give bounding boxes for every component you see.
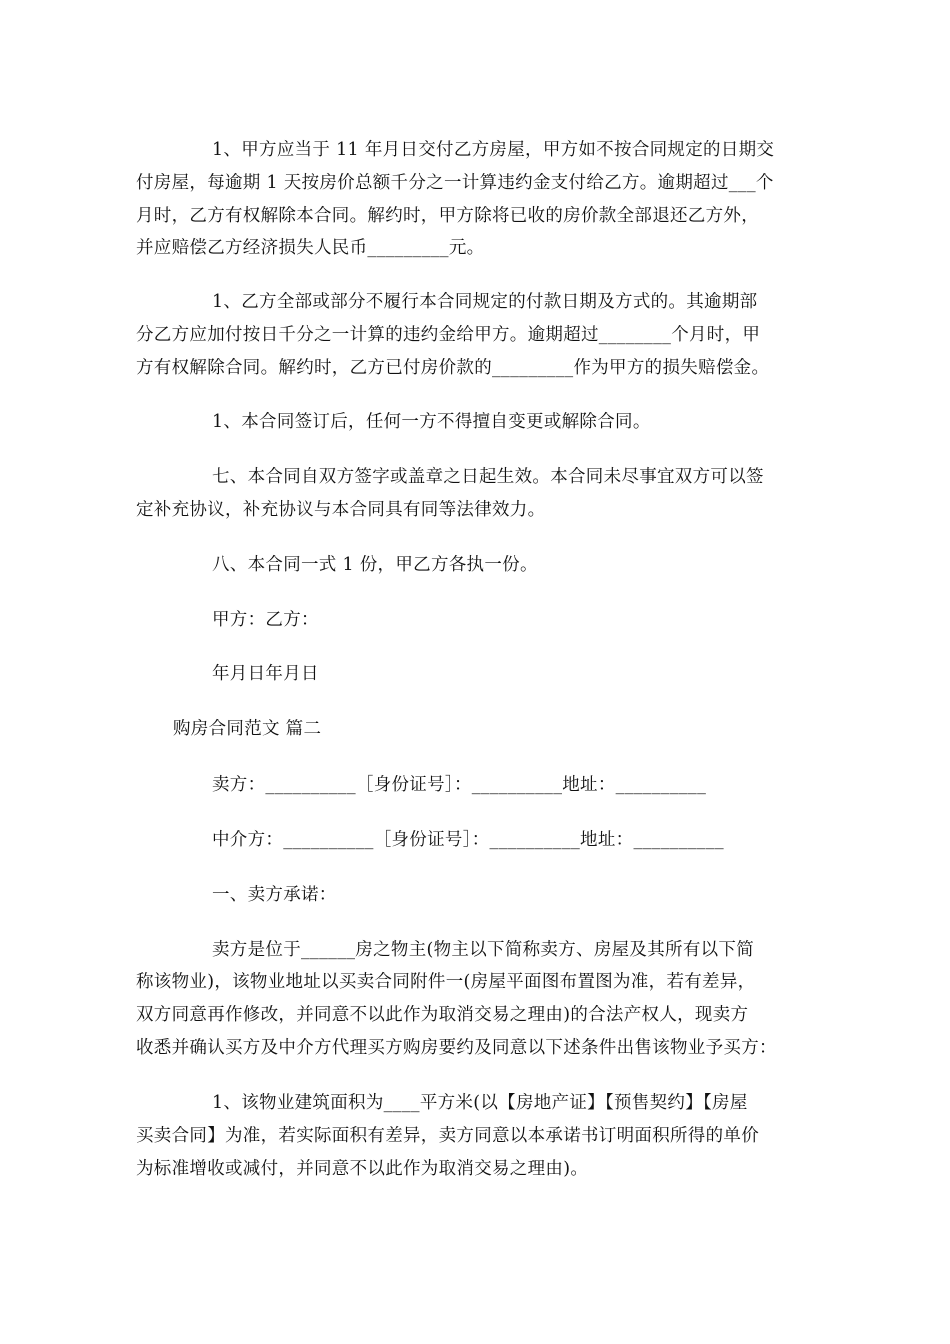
paragraph-8-line-1: 卖方是位于______房之物主(物主以下简称卖方、房屋及其所有以下简 — [212, 940, 755, 960]
paragraph-9-line-1: 1、该物业建筑面积为____平方米(以【房地产证】【预售契约】【房屋 — [212, 1093, 748, 1113]
paragraph-2-line-1: 1、乙方全部或部分不履行本合同规定的付款日期及方式的。其逾期部 — [212, 292, 758, 312]
section-1-title: 一、卖方承诺： — [212, 885, 337, 905]
paragraph-3: 1、本合同签订后，任何一方不得擅自变更或解除合同。 — [212, 412, 651, 432]
signature-dates: 年月日年月日 — [212, 664, 319, 684]
paragraph-1-line-3: 月时，乙方有权解除本合同。解约时，甲方除将已收的房价款全部退还乙方外， — [136, 206, 759, 226]
paragraph-8-line-3: 双方同意再作修改，并同意不以此作为取消交易之理由)的合法产权人，现卖方 — [136, 1005, 749, 1025]
paragraph-9-line-2: 买卖合同】为准，若实际面积有差异，卖方同意以本承诺书订明面积所得的单价 — [136, 1126, 759, 1146]
paragraph-4-line-2: 定补充协议，补充协议与本合同具有同等法律效力。 — [136, 500, 546, 520]
paragraph-8-line-2: 称该物业)，该物业地址以买卖合同附件一(房屋平面图布置图为准，若有差异， — [136, 972, 756, 992]
paragraph-1-line-4: 并应赔偿乙方经济损失人民币_________元。 — [136, 238, 485, 258]
agent-line: 中介方：__________［身份证号］：__________地址：__________ — [212, 830, 724, 850]
paragraph-1-line-2: 付房屋，每逾期 1 天按房价总额千分之一计算违约金支付给乙方。逾期超过___个 — [136, 173, 774, 193]
signature-parties: 甲方：乙方： — [212, 610, 319, 630]
paragraph-9-line-3: 为标准增收或减付，并同意不以此作为取消交易之理由)。 — [136, 1159, 589, 1179]
paragraph-4-line-1: 七、本合同自双方签字或盖章之日起生效。本合同未尽事宜双方可以签 — [212, 467, 764, 487]
paragraph-2-line-3: 方有权解除合同。解约时，乙方已付房价款的_________作为甲方的损失赔偿金。 — [136, 358, 770, 378]
paragraph-5: 八、本合同一式 1 份，甲乙方各执一份。 — [212, 555, 538, 575]
seller-line: 卖方：__________［身份证号］：__________地址：__________ — [212, 775, 707, 795]
section-heading: 购房合同范文 篇二 — [173, 719, 322, 739]
paragraph-8-line-4: 收悉并确认买方及中介方代理买方购房要约及同意以下述条件出售该物业予买方： — [136, 1038, 777, 1058]
paragraph-2-line-2: 分乙方应加付按日千分之一计算的违约金给甲方。逾期超过________个月时，甲 — [136, 325, 761, 345]
paragraph-1-line-1: 1、甲方应当于 11 年月日交付乙方房屋，甲方如不按合同规定的日期交 — [212, 140, 775, 160]
